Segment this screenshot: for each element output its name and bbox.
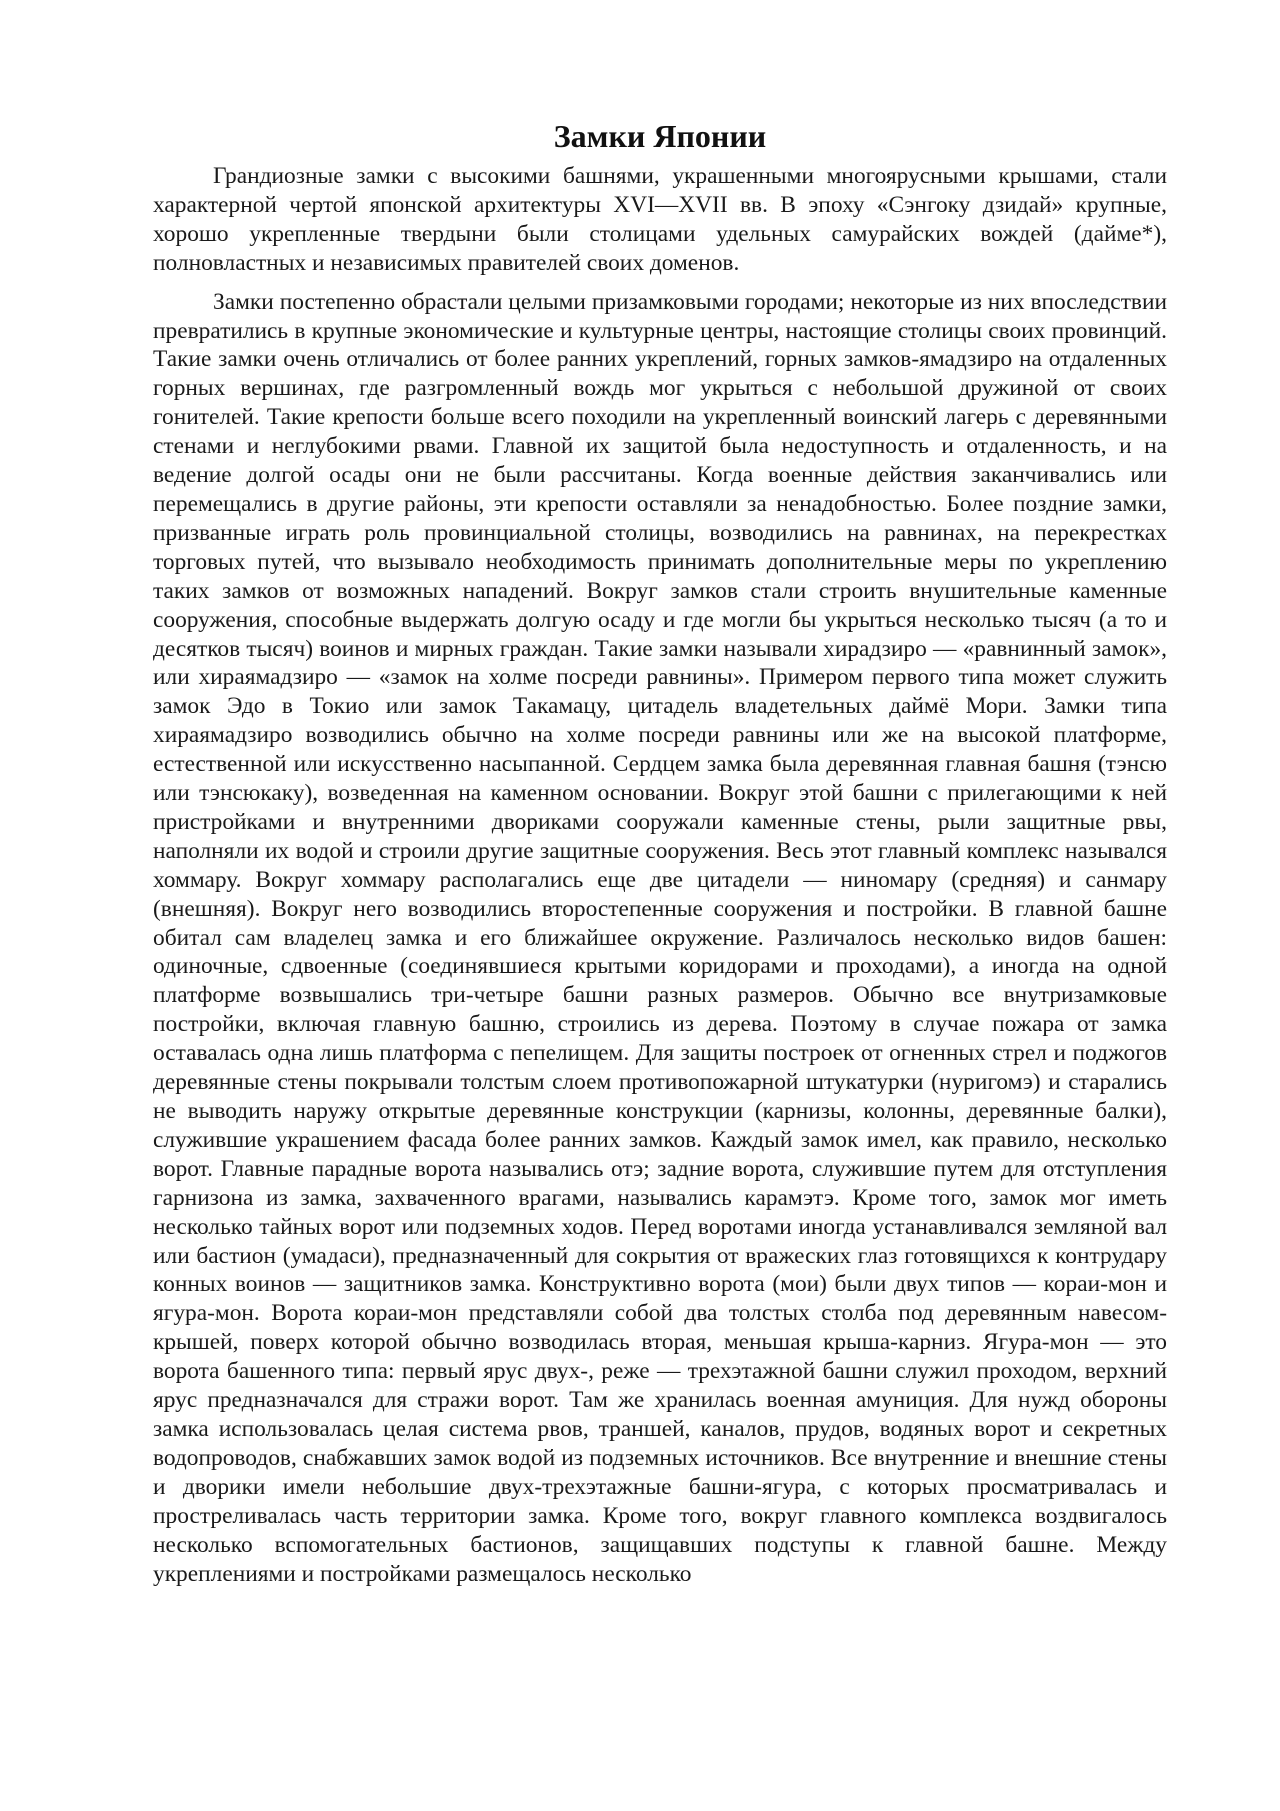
document-body	[153, 116, 1167, 1588]
paragraph-main: Замки постепенно обрастали целыми призамковыми городами; некоторые из них впоследствии превратились в крупные экономические и культурные центры, настоящие столицы своих провинций. Такие замки очень отличались от более ранних укреплений, горных замков-ямадзиро на отдаленных горных вершинах, где разгромленный вождь мог укрыться с небольшой дружиной от своих гонителей. Такие крепости больше всего походили на укрепленный воинский лагерь с деревянными стенами и неглубокими рвами. Главной их защитой была недоступность и отдаленность, и на ведение долгой осады они не были рассчитаны. Когда военные действия заканчивались или перемещались в другие районы, эти крепости оставляли за ненадобностью. Более поздние замки, призванные играть роль провинциальной столицы, возводились на равнинах, на перекрестках торговых путей, что вызывало необходимость принимать дополнительные меры по укреплению таких замков от возможных нападений. Вокруг замков стали строить внушительные каменные сооружения, способные выдержать долгую осаду и где могли бы укрыться несколько тысяч (а то и десятков тысяч) воинов и мирных граждан. Такие замки называли хирадзиро — «равнинный замок», или хираямадзиро — «замок на холме посреди равнины». Примером первого типа может служить замок Эдо в Токио или замок Такамацу, цитадель владетельных даймё Мори. Замки типа хираямадзиро возводились обычно на холме посреди равнины или же на высокой платформе, естественной или искусственно насыпанной. Сердцем замка была деревянная главная башня (тэнсю или тэнсюкаку), возведенная на каменном основании. Вокруг этой башни с прилегающими к ней пристройками и внутренними двориками сооружали каменные стены, рыли защитные рвы, наполняли их водой и строили другие защитные сооружения. Весь этот главный комплекс назывался хоммару. Вокруг хоммару располагались еще две цитадели — ниномару (средняя) и санмару (внешняя). Вокруг него возводились второстепенные сооружения и постройки. В главной башне обитал сам владелец замка и его ближайшее окружение. Различалось несколько видов башен: одиночные, сдвоенные (соединявшиеся крытыми коридорами и проходами), а иногда на одной платформе возвышались три-четыре башни разных размеров. Обычно все внутризамковые постройки, включая главную башню, строились из дерева. Поэтому в случае пожара от замка оставалась одна лишь платформа с пепелищем. Для защиты построек от огненных стрел и поджогов деревянные стены покрывали толстым слоем противопожарной штукатурки (нуригомэ) и старались не выводить наружу открытые деревянные конструкции (карнизы, колонны, деревянные балки), служившие украшением фасада более ранних замков. Каждый замок имел, как правило, несколько ворот. Главные парадные ворота назывались отэ; задние ворота, служившие путем для отступления гарнизона из замка, захваченного врагами, назывались карамэтэ. Кроме того, замок мог иметь несколько тайных ворот или подземных ходов. Перед воротами иногда устанавливался земляной вал или бастион (умадаси), предназначенный для сокрытия от вражеских глаз готовящихся к контрудару конных воинов — защитников замка. Конструктивно ворота (мои) были двух типов — кораи-мон и ягура-мон. Ворота кораи-мон представляли собой два толстых столба под деревянным навесом-крышей, поверх которой обычно возводилась вторая, меньшая крыша-карниз. Ягура-мон — это ворота башенного типа: первый ярус двух-, реже — трехэтажной башни служил проходом, верхний ярус предназначался для стражи ворот. Там же хранилась военная амуниция. Для нужд обороны замка использовалась целая система рвов, траншей, каналов, прудов, водяных ворот и секретных водопроводов, снабжавших замок водой из подземных источников. Все внутренние и внешние стены и дворики имели небольшие двух-трехэтажные башни-ягура, с которых просматривалась и простреливалась часть территории замка. Кроме того, вокруг главного комплекса воздвигалось несколько вспомогательных бастионов, защищавших подступы к главной башне. Между укреплениями и постройками размещалось несколько	[153, 288, 1167, 1587]
paragraph-intro: Грандиозные замки с высокими башнями, украшенными многоярусными крышами, стали характерной чертой японской архитектуры XVI—XVII вв. В эпоху «Сэнгоку дзидай» крупные, хорошо укрепленные твердыни были столицами удельных самурайских вождей (дайме*), полновластных и независимых правителей своих доменов.	[153, 163, 1167, 276]
document-title: Замки Японии	[553, 118, 767, 154]
